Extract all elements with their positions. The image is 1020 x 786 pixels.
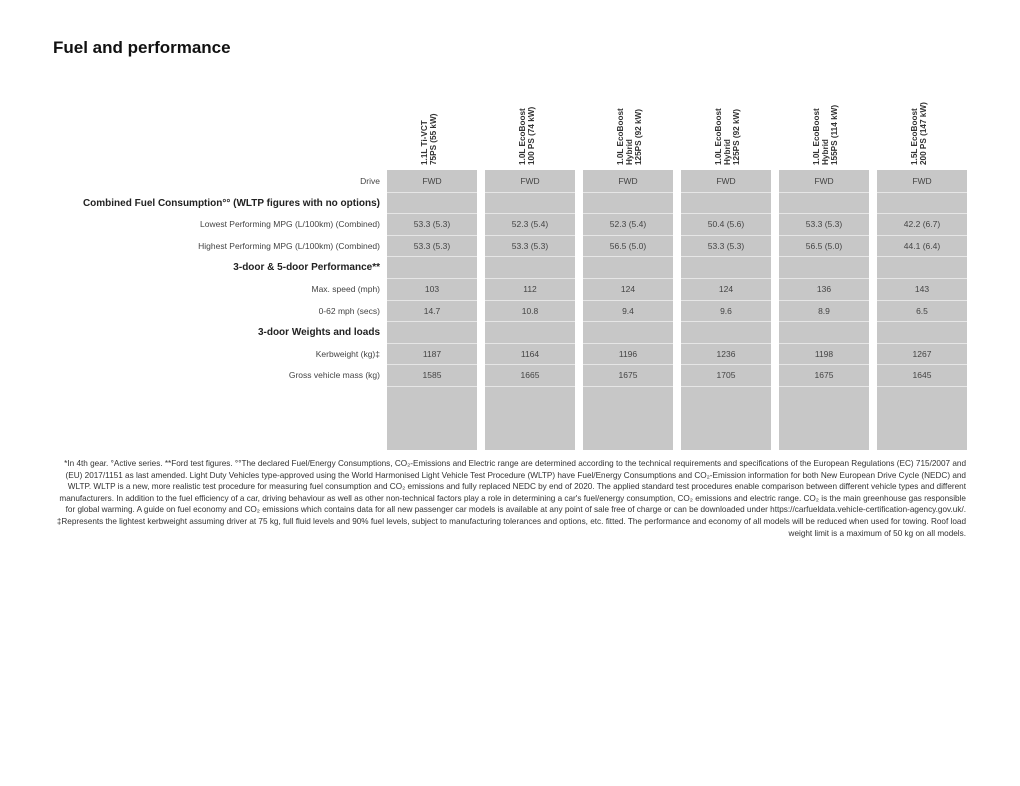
- table-cell: 10.8: [521, 305, 539, 316]
- row-separator: [387, 213, 477, 214]
- engine-headers: [0, 0, 1020, 170]
- row-separator: [877, 364, 967, 365]
- engine-header-label: 1.5L EcoBoost 200 PS (147 kW): [910, 102, 928, 165]
- spec-label: Lowest Performing MPG (L/100km) (Combined): [200, 219, 380, 230]
- engine-header-2: [518, 92, 538, 165]
- table-cell: 9.6: [720, 305, 732, 316]
- row-separator: [583, 321, 673, 322]
- row-separator: [779, 343, 869, 344]
- table-cell: 1585: [422, 370, 442, 381]
- row-separator: [583, 235, 673, 236]
- table-cell: 53.3 (5.3): [707, 240, 745, 251]
- table-cell: 56.5 (5.0): [609, 240, 647, 251]
- row-separator: [877, 235, 967, 236]
- row-separator: [681, 192, 771, 193]
- table-cell: 1645: [912, 370, 932, 381]
- row-separator: [681, 364, 771, 365]
- row-separator: [681, 386, 771, 387]
- engine-header-label: 1.1L Ti-VCT 75PS (55 kW): [420, 113, 438, 165]
- row-separator: [779, 235, 869, 236]
- row-separator: [485, 213, 575, 214]
- row-separator: [387, 235, 477, 236]
- row-separator: [681, 343, 771, 344]
- table-cell: 53.3 (5.3): [413, 240, 451, 251]
- row-separator: [485, 235, 575, 236]
- row-separator: [485, 300, 575, 301]
- row-separator: [779, 256, 869, 257]
- spec-label: Kerbweight (kg)‡: [315, 348, 380, 359]
- table-cell: 1665: [520, 370, 540, 381]
- table-cell: 53.3 (5.3): [511, 240, 549, 251]
- engine-header-label: 1.0L EcoBoost 100 PS (74 kW): [518, 106, 536, 165]
- row-separator: [583, 386, 673, 387]
- table-cell: 103: [424, 284, 440, 294]
- spec-label: Gross vehicle mass (kg): [288, 370, 380, 381]
- table-cell: 50.4 (5.6): [707, 219, 745, 230]
- row-separator: [485, 278, 575, 279]
- engine-header-4: [714, 92, 741, 165]
- table-cell: 143: [914, 284, 930, 294]
- row-separator: [583, 364, 673, 365]
- engine-header-6: [910, 92, 930, 165]
- row-separator: [583, 343, 673, 344]
- section-heading: 3-door & 5-door Performance**: [233, 262, 380, 274]
- row-separator: [583, 300, 673, 301]
- row-separator: [485, 321, 575, 322]
- row-separator: [877, 278, 967, 279]
- table-cell: 6.5: [916, 305, 928, 316]
- table-cell: 1267: [912, 348, 932, 359]
- engine-header-3: [616, 92, 643, 165]
- table-cell: 8.9: [818, 305, 830, 316]
- table-cell: 112: [523, 284, 537, 294]
- row-separator: [779, 321, 869, 322]
- table-cell: 1236: [716, 348, 736, 359]
- spec-label: 0-62 mph (secs): [318, 305, 380, 316]
- row-separator: [779, 213, 869, 214]
- table-cell: FWD: [520, 176, 540, 186]
- row-separator: [583, 213, 673, 214]
- row-separator: [583, 278, 673, 279]
- row-separator: [387, 256, 477, 257]
- row-separator: [681, 235, 771, 236]
- table-cell: FWD: [422, 176, 442, 186]
- table-cell: FWD: [716, 176, 736, 186]
- table-cell: 56.5 (5.0): [805, 240, 843, 251]
- engine-header-1: [420, 92, 440, 165]
- row-separator: [485, 192, 575, 193]
- table-cell: 1198: [814, 348, 834, 359]
- row-separator: [485, 256, 575, 257]
- row-separator: [779, 300, 869, 301]
- row-separator: [485, 386, 575, 387]
- row-separator: [681, 321, 771, 322]
- section-heading: Combined Fuel Consumption°° (WLTP figures with no options): [82, 197, 380, 209]
- table-cell: 1675: [618, 370, 638, 381]
- row-separator: [387, 364, 477, 365]
- table-cell: 1675: [814, 370, 834, 381]
- row-separator: [387, 192, 477, 193]
- table-cell: 124: [620, 284, 636, 294]
- table-cell: 136: [816, 284, 832, 294]
- row-separator: [485, 364, 575, 365]
- row-separator: [877, 192, 967, 193]
- row-separator: [877, 300, 967, 301]
- row-separator: [877, 321, 967, 322]
- footnote-kerbweight: ‡Represents the lightest kerbweight assuming driver at 75 kg, full fluid levels and 90% fuel levels, subject to manufacturing tolerances and options, etc. fitted. The performance and economy of all models will be reduced when used for towing. Roof load weight limit is a maximum of 50 kg on all models.: [56, 516, 966, 538]
- row-separator: [877, 386, 967, 387]
- engine-header-5: [812, 92, 839, 165]
- table-cell: 1196: [618, 348, 638, 359]
- row-separator: [681, 300, 771, 301]
- row-separator: [877, 256, 967, 257]
- table-cell: FWD: [618, 176, 638, 186]
- table-cell: 9.4: [622, 305, 634, 316]
- row-separator: [387, 278, 477, 279]
- row-separator: [877, 213, 967, 214]
- row-separator: [387, 321, 477, 322]
- row-separator: [583, 256, 673, 257]
- page-title: Fuel and performance: [53, 38, 231, 57]
- row-separator: [583, 192, 673, 193]
- row-separator: [387, 343, 477, 344]
- table-cell: 1187: [422, 348, 442, 359]
- row-separator: [681, 278, 771, 279]
- engine-header-label: 1.0L EcoBoost Hybrid 155PS (114 kW): [812, 104, 839, 165]
- table-cell: 42.2 (6.7): [903, 219, 941, 230]
- row-separator: [485, 343, 575, 344]
- engine-header-label: 1.0L EcoBoost Hybrid 125PS (92 kW): [714, 108, 741, 165]
- row-separator: [779, 386, 869, 387]
- row-separator: [779, 364, 869, 365]
- spec-label: Drive: [360, 176, 380, 186]
- spec-label: Max. speed (mph): [311, 284, 380, 294]
- table-cell: 52.3 (5.4): [609, 219, 647, 230]
- footnotes: [50, 458, 966, 539]
- table-cell: 1164: [520, 348, 540, 359]
- table-cell: FWD: [814, 176, 834, 186]
- row-separator: [779, 192, 869, 193]
- table-cell: 52.3 (5.4): [511, 219, 549, 230]
- row-separator: [681, 213, 771, 214]
- table-cell: 53.3 (5.3): [413, 219, 451, 230]
- row-separator: [681, 256, 771, 257]
- table-cell: FWD: [912, 176, 932, 186]
- engine-header-label: 1.0L EcoBoost Hybrid 125PS (92 kW): [616, 108, 643, 165]
- table-cell: 14.7: [423, 305, 441, 316]
- table-cell: 124: [718, 284, 734, 294]
- spec-label: Highest Performing MPG (L/100km) (Combined): [198, 240, 380, 251]
- footnote-main: *In 4th gear. °Active series. **Ford test figures. °°The declared Fuel/Energy Consumptions, CO₂-Emissions and Electric range are determined according to the technical requirements and specifications of the European Regulations (EC) 715/2007 and (EU) 2017/1151 as last amended. Light Duty Vehicles type-approved using the World Harmonised Light Vehicle Test Procedure (WLTP) have Fuel/Energy Consumptions and CO₂-Emission information for both New European Drive Cycle (NEDC) and WLTP. WLTP is a new, more realistic test procedure for measuring fuel consumption and CO₂ emissions and fully replaced NEDC by end of 2020. The applied standard test procedures enable comparison between different vehicle types and different manufacturers. In addition to the fuel efficiency of a car, driving behaviour as well as other non-technical factors play a role in determining a car's fuel/energy consumption, CO₂ emissions and electric range. CO₂ is the main greenhouse gas responsible for global warming. A guide on fuel economy and CO₂ emissions which contains data for all new passenger car models is available at any point of sale free of charge or can be downloaded under https://carfueldata.vehicle-certification-agency.gov.uk/.: [59, 459, 966, 515]
- row-separator: [779, 278, 869, 279]
- row-separator: [387, 300, 477, 301]
- table-cell: 44.1 (6.4): [903, 240, 941, 251]
- table-cell: 53.3 (5.3): [805, 219, 843, 230]
- row-separator: [877, 343, 967, 344]
- row-separator: [387, 386, 477, 387]
- section-heading: 3-door Weights and loads: [257, 327, 380, 339]
- table-cell: 1705: [716, 370, 736, 381]
